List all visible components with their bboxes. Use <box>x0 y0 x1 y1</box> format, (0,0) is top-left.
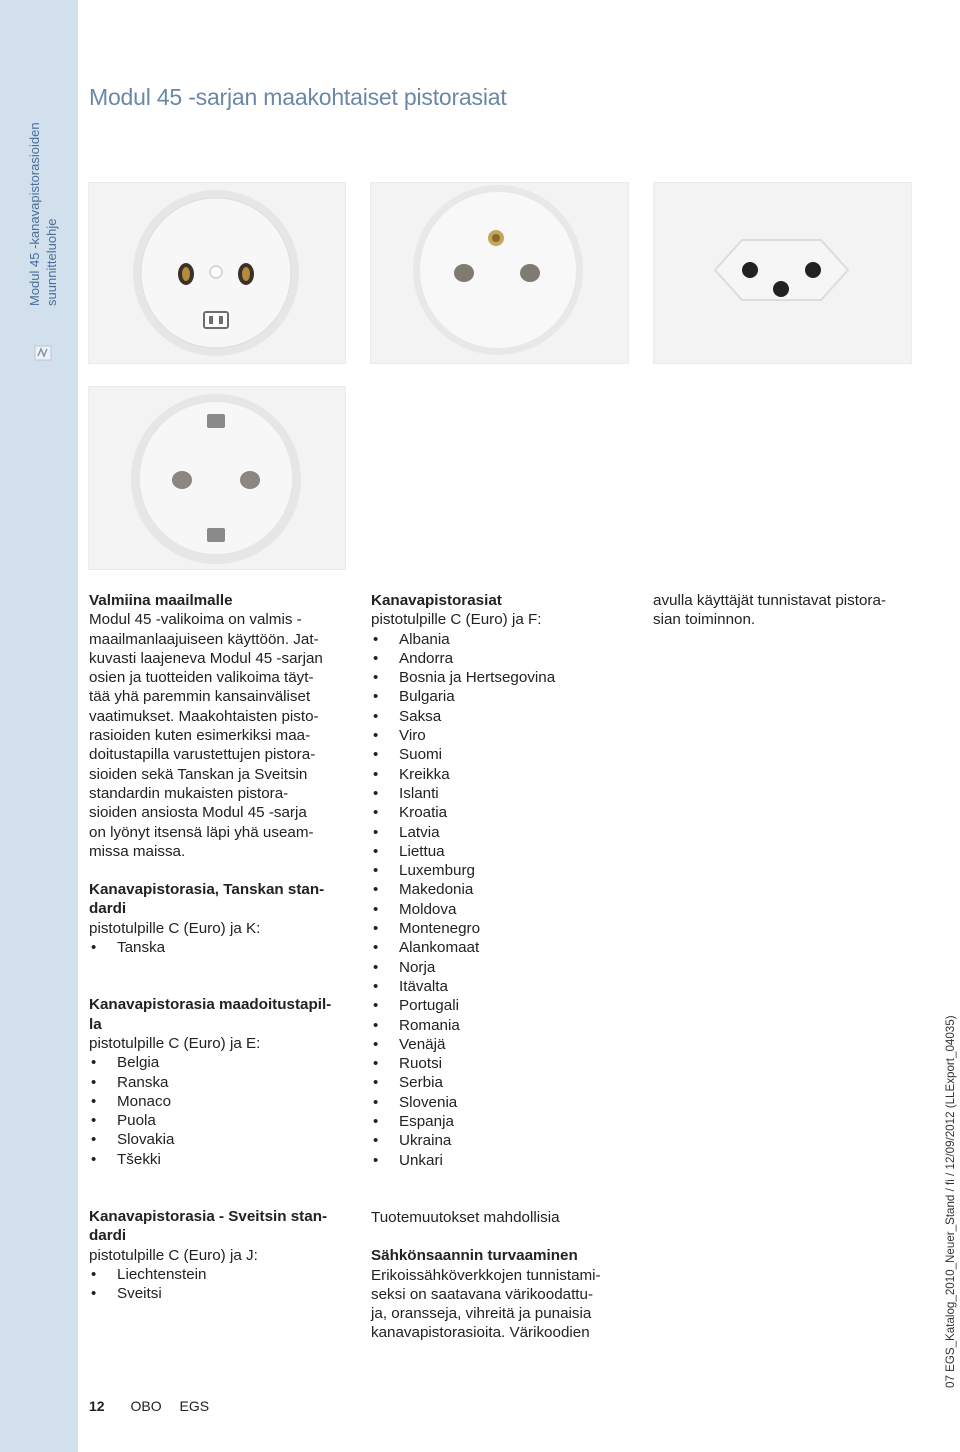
swiss-heading-line: Kanavapistorasia - Sveitsin stan- <box>89 1208 328 1226</box>
list-item: • Kroatia <box>371 803 630 822</box>
intro-line: missa maissa. <box>89 842 186 860</box>
list-item: • Suomi <box>371 745 630 764</box>
danish-subtitle: pistotulpille C (Euro) ja K: <box>89 919 261 937</box>
intro-line: maailmanlaajuiseen käyttöön. Jat- <box>89 630 319 648</box>
photo-socket-swiss <box>653 182 912 364</box>
list-item: • Unkari <box>371 1151 630 1170</box>
sidebar <box>0 0 78 1452</box>
list-item: • Bosnia ja Hertsegovina <box>371 668 630 687</box>
list-item: • Monaco <box>89 1092 348 1111</box>
intro-heading: Valmiina maailmalle <box>89 592 233 609</box>
list-item: • Espanja <box>371 1112 630 1131</box>
page-number: 12 <box>89 1398 105 1414</box>
list-item: • Serbia <box>371 1073 630 1092</box>
list-item: • Portugali <box>371 996 630 1015</box>
earthing-country-list <box>89 1053 348 1169</box>
list-item: • Venäjä <box>371 1035 630 1054</box>
list-item: • Alankomaat <box>371 938 630 957</box>
safety-heading: Sähkönsaannin turvaaminen <box>371 1247 578 1265</box>
intro-line: standardin mukaisten pistora- <box>89 784 289 802</box>
list-item: • Itävalta <box>371 977 630 996</box>
intro-line: sioiden ansiosta Modul 45 -sarja <box>89 804 307 822</box>
page-title: Modul 45 -sarjan maakohtaiset pistorasiat <box>89 84 507 110</box>
list-item: • Kreikka <box>371 765 630 784</box>
list-item: • Ukraina <box>371 1131 630 1150</box>
intro-line: kuvasti laajeneva Modul 45 -sarjan <box>89 649 323 667</box>
list-item: • Montenegro <box>371 919 630 938</box>
intro-line: vaatimukset. Maakohtaisten pisto- <box>89 707 319 725</box>
list-item: • Makedonia <box>371 880 630 899</box>
list-item: • Romania <box>371 1016 630 1035</box>
schuko-heading: Kanavapistorasiat <box>371 592 502 609</box>
catalog-reference: 07 EGS_Katalog_2010_Neuer_Stand / fi / 12/09/2012 (LLExport_04035) <box>944 1015 957 1388</box>
list-item: • Islanti <box>371 784 630 803</box>
intro-line: Modul 45 -valikoima on valmis - <box>89 611 302 629</box>
continuation-line: sian toiminnon. <box>653 611 756 629</box>
list-item: • Tšekki <box>89 1150 348 1169</box>
list-item: • Belgia <box>89 1053 348 1072</box>
list-item: • Moldova <box>371 900 630 919</box>
list-item: • Luxemburg <box>371 861 630 880</box>
list-item: • Puola <box>89 1111 348 1130</box>
sidebar-caption-line-2: suunnitteluohje <box>44 218 59 306</box>
intro-line: doitustapilla varustettujen pistora- <box>89 746 316 764</box>
footer-brand: OBO <box>130 1398 162 1414</box>
footer-section: EGS <box>179 1398 210 1414</box>
list-item: • Saksa <box>371 707 630 726</box>
list-item: • Ruotsi <box>371 1054 630 1073</box>
safety-line: seksi on saatavana värikoodattu- <box>371 1285 594 1303</box>
product-changes-note: Tuotemuutokset mahdollisia <box>371 1208 560 1226</box>
list-item: • Latvia <box>371 823 630 842</box>
column-3 <box>653 591 918 630</box>
list-item: • Sveitsi <box>89 1284 348 1303</box>
earthing-heading-line: Kanavapistorasia maadoitustapil- <box>89 996 332 1014</box>
list-item: • Albania <box>371 630 630 649</box>
photo-socket-french <box>370 182 629 364</box>
schuko-subtitle: pistotulpille C (Euro) ja F: <box>371 611 542 629</box>
safety-line: ja, oransseja, vihreitä ja punaisia <box>371 1305 592 1323</box>
list-item: • Tanska <box>89 938 348 957</box>
list-item: • Liechtenstein <box>89 1265 348 1284</box>
column-1 <box>89 591 348 1304</box>
swiss-country-list <box>89 1265 348 1304</box>
intro-line: sioiden sekä Tanskan ja Sveitsin <box>89 765 308 783</box>
earthing-subtitle: pistotulpille C (Euro) ja E: <box>89 1034 261 1052</box>
list-item: • Ranska <box>89 1073 348 1092</box>
page-footer <box>89 1398 223 1414</box>
column-2 <box>371 591 630 1343</box>
swiss-subtitle: pistotulpille C (Euro) ja J: <box>89 1246 258 1264</box>
list-item: • Liettua <box>371 842 630 861</box>
list-item: • Slovenia <box>371 1093 630 1112</box>
list-item: • Slovakia <box>89 1130 348 1149</box>
swiss-socket-icon <box>653 182 912 364</box>
danish-heading-line: dardi <box>89 900 127 918</box>
intro-line: osien ja tuotteiden valikoima täyt- <box>89 669 314 687</box>
earthing-heading <box>89 995 348 1034</box>
list-item: • Andorra <box>371 649 630 668</box>
intro-paragraph <box>89 610 348 861</box>
swiss-heading <box>89 1207 348 1246</box>
danish-country-list <box>89 938 348 957</box>
list-item: • Bulgaria <box>371 687 630 706</box>
safety-paragraph <box>371 1266 630 1343</box>
obo-logo-icon <box>34 344 52 362</box>
danish-socket-icon <box>88 182 346 364</box>
list-item: • Norja <box>371 958 630 977</box>
schuko-socket-icon <box>88 386 346 570</box>
swiss-heading-line: dardi <box>89 1227 127 1245</box>
schuko-country-list <box>371 630 630 1170</box>
safety-line: kanavapistorasioita. Värikoodien <box>371 1324 590 1342</box>
earthing-heading-line: la <box>89 1015 102 1033</box>
continuation-line: avulla käyttäjät tunnistavat pistora- <box>653 592 886 609</box>
sidebar-caption-line-1: Modul 45 -kanavapistorasioiden <box>27 122 42 306</box>
photo-socket-danish <box>88 182 346 364</box>
intro-line: rasioiden kuten esimerkiksi maa- <box>89 727 311 745</box>
intro-line: on lyönyt itsensä läpi yhä useam- <box>89 823 314 841</box>
french-socket-icon <box>370 182 629 364</box>
sidebar-caption <box>26 122 60 306</box>
intro-line: tää yhä paremmin kansainväliset <box>89 688 311 706</box>
list-item: • Viro <box>371 726 630 745</box>
danish-heading-line: Kanavapistorasia, Tanskan stan- <box>89 881 325 899</box>
safety-line: Erikoissähköverkkojen tunnistami- <box>371 1266 601 1284</box>
photo-socket-schuko <box>88 386 346 570</box>
danish-heading <box>89 880 348 919</box>
